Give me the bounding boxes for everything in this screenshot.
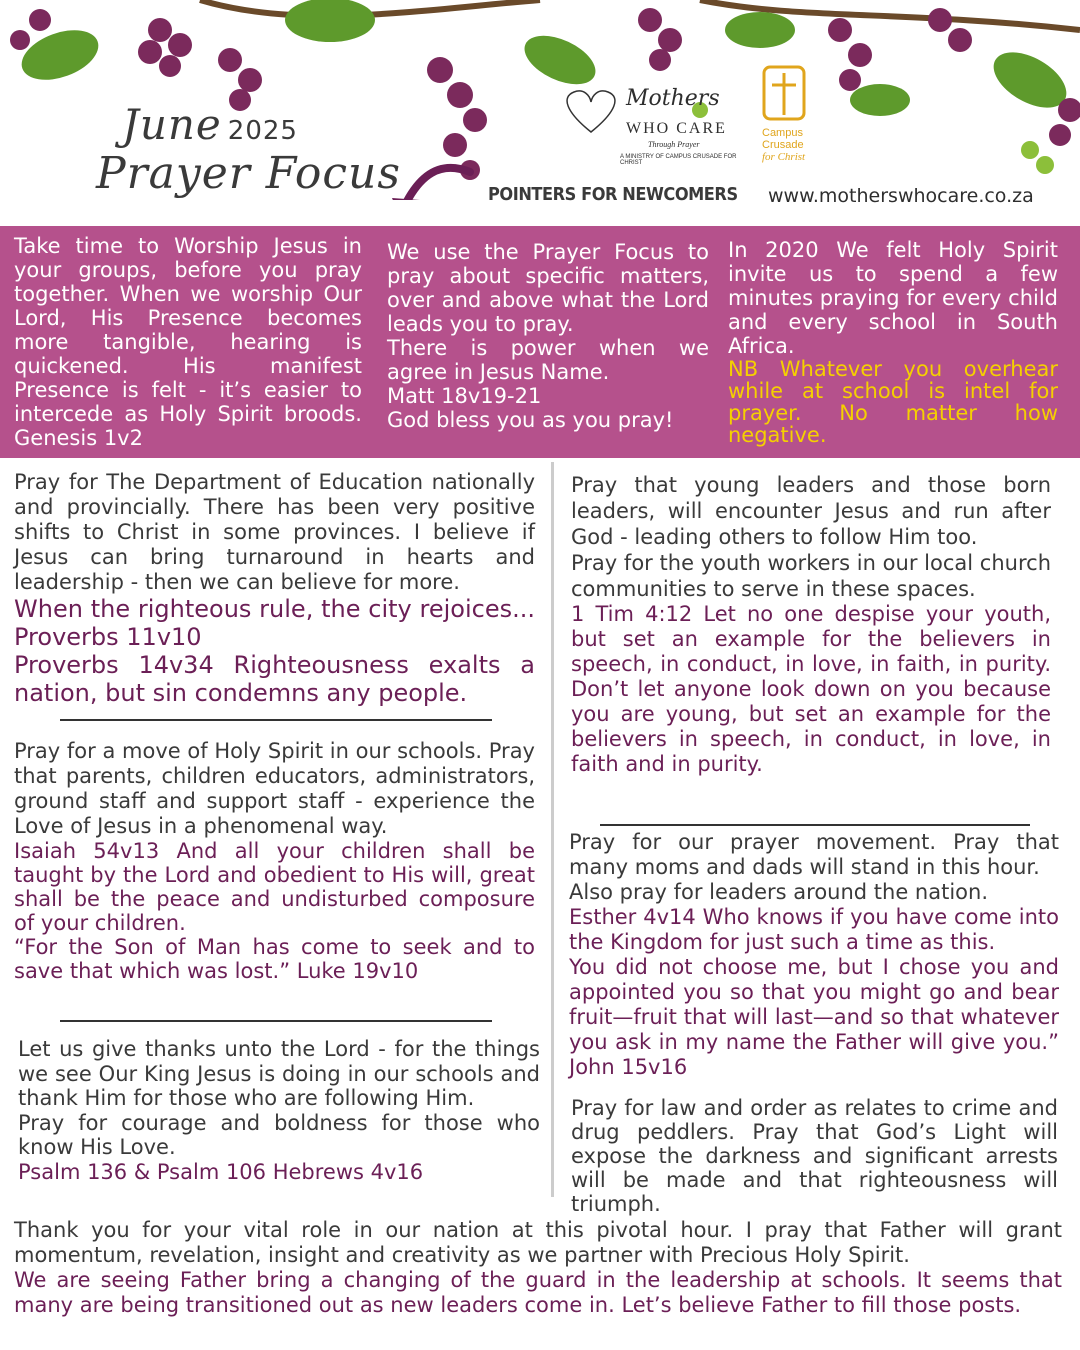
pointer-blessing-text: God bless you as you pray! bbox=[387, 408, 674, 432]
thanks-text: Let us give thanks unto the Lord - for the things we see Our King Jesus is doing in our schools and thank Him for those who are following Him. bbox=[18, 1037, 540, 1110]
title-month: June bbox=[122, 100, 222, 149]
schools-verse-isaiah: Isaiah 54v13 And all your children shall be taught by the Lord and obedient to His will, great shall be the peace and undisturbed composure of your children. bbox=[14, 839, 535, 935]
education-verse-proverbs-11: When the righteous rule, the city rejoices... Proverbs 11v10 bbox=[14, 595, 535, 651]
title-month-year bbox=[122, 100, 298, 149]
closing-guard-text: We are seeing Father bring a changing of the guard in the leadership at schools. It seems that many are being transitioned out as new leaders come in. Let’s believe Father to fill those posts. bbox=[14, 1268, 1062, 1317]
pointer-column-history bbox=[728, 238, 1058, 446]
left-section-education bbox=[14, 470, 535, 707]
movement-verse-esther: Esther 4v14 Who knows if you have come into the Kingdom for just such a time as this. bbox=[569, 905, 1059, 954]
left-section-schools bbox=[14, 739, 535, 983]
pointer-column-prayer-focus bbox=[387, 240, 709, 432]
youth-verse-timothy: 1 Tim 4:12 Let no one despise your youth, but set an example for the believers in speech, in conduct, in love, in faith, in purity. Don’t let anyone look down on you because you are young, but set an example for the believers in speech, in conduct, in love, in faith and in purity. bbox=[571, 602, 1051, 776]
website-link[interactable]: www.motherswhocare.co.za bbox=[768, 185, 1034, 207]
logo-ccc-line1: Campus bbox=[762, 127, 803, 139]
closing-message bbox=[14, 1218, 1062, 1318]
divider bbox=[60, 1020, 492, 1022]
pointer-scripture-ref: Matt 18v19-21 bbox=[387, 384, 542, 408]
right-section-movement bbox=[569, 830, 1059, 1080]
page-title: Prayer Focus bbox=[96, 148, 401, 199]
pointer-agreement-text: There is power when we agree in Jesus Name. bbox=[387, 336, 709, 384]
logo-caps-text: WHO CARE bbox=[626, 120, 727, 137]
heart-icon bbox=[556, 82, 626, 142]
courage-text: Pray for courage and boldness for those who know His Love. bbox=[18, 1110, 540, 1159]
movement-prayer-text: Pray for our prayer movement. Pray that many moms and dads will stand in this hour. bbox=[569, 830, 1059, 879]
movement-verse-john: You did not choose me, but I chose you and appointed you so that you might go and bear fruit—fruit that will last—and so that whatever you ask in my name the Father will give you.” John 15v16 bbox=[569, 955, 1059, 1079]
newcomer-pointers-band bbox=[0, 226, 1080, 458]
right-section-youth bbox=[571, 472, 1051, 777]
logo-script-text: Mothers bbox=[626, 86, 720, 111]
title-year: 2025 bbox=[227, 116, 298, 146]
campus-crusade-logo bbox=[760, 65, 820, 165]
leaders-prayer-text: Also pray for leaders around the nation. bbox=[569, 880, 989, 904]
curved-arrow-icon bbox=[392, 168, 470, 200]
pointer-history-text: In 2020 We felt Holy Spirit invite us to spend a few minutes praying for every child and every school in South Africa. bbox=[728, 238, 1058, 358]
schools-prayer-text: Pray for a move of Holy Spirit in our schools. Pray that parents, children educators, administrators, ground staff and support staff - experience the Love of Jesus in a phenomenal way. bbox=[14, 739, 535, 838]
thanks-verse: Psalm 136 & Psalm 106 Hebrews 4v16 bbox=[18, 1159, 424, 1184]
youth-workers-text: Pray for the youth workers in our local church communities to serve in these spaces. bbox=[571, 551, 1051, 601]
pointers-heading: POINTERS FOR NEWCOMERS bbox=[488, 184, 738, 205]
mothers-who-care-logo bbox=[556, 82, 746, 172]
education-prayer-text: Pray for The Department of Education nationally and provincially. There has been very positive shifts to Christ in some provinces. I believe if Jesus can bring turnaround in hearts and leadership - then we can believe for more. bbox=[14, 470, 535, 594]
youth-leaders-text: Pray that young leaders and those born leaders, will encounter Jesus and run after God - leading others to follow Him too. bbox=[571, 473, 1051, 549]
logo-ccc-line2: Crusade bbox=[762, 139, 804, 151]
pointer-column-worship bbox=[14, 234, 362, 450]
schools-verse-luke: “For the Son of Man has come to seek and to save that which was lost.” Luke 19v10 bbox=[14, 935, 535, 983]
education-verse-proverbs-14: Proverbs 14v34 Righteousness exalts a nation, but sin condemns any people. bbox=[14, 651, 535, 707]
pointer-worship-text: Take time to Worship Jesus in your groups, before you pray together. When we worship Our Lord, His Presence becomes more tangible, hearing is quickened. His manifest Presence is felt - it’s easier to intercede as Holy Spirit broods. Genesis 1v2 bbox=[14, 234, 362, 450]
pointer-prayer-focus-text: We use the Prayer Focus to pray about specific matters, over and above what the Lord leads you to pray. bbox=[387, 240, 709, 336]
law-order-text: Pray for law and order as relates to crime and drug peddlers. Pray that God’s Light will expose the darkness and significant arrests will be made and that righteousness will triumph. bbox=[571, 1096, 1058, 1216]
right-section-law-order bbox=[571, 1096, 1058, 1216]
left-section-thanks bbox=[18, 1037, 540, 1184]
logo-ccc-line3: for Christ bbox=[762, 151, 806, 163]
divider bbox=[600, 824, 1030, 826]
campus-crusade-emblem-icon bbox=[762, 65, 810, 125]
pointer-nb-note: NB Whatever you overhear while at school is intel for prayer. No matter how negative. bbox=[728, 357, 1058, 447]
column-separator bbox=[551, 462, 554, 1197]
logo-tagline: A MINISTRY OF CAMPUS CRUSADE FOR CHRIST bbox=[620, 154, 737, 166]
divider bbox=[60, 719, 492, 721]
logo-sub-text: Through Prayer bbox=[648, 140, 700, 149]
closing-thanks-text: Thank you for your vital role in our nation at this pivotal hour. I pray that Father will grant momentum, revelation, insight and creativity as we partner with Precious Holy Spirit. bbox=[14, 1218, 1062, 1267]
